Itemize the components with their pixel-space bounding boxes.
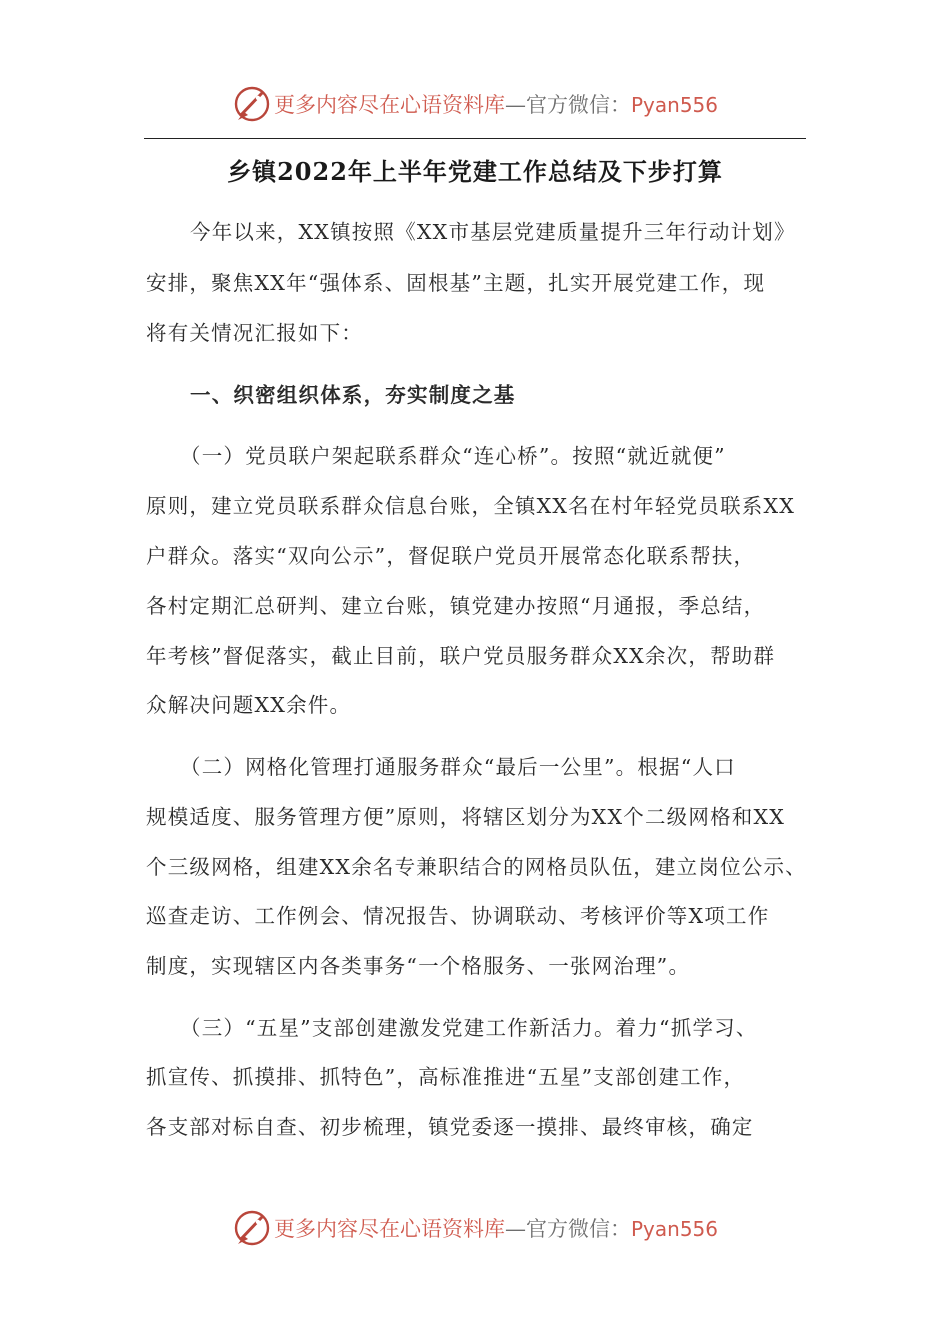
pen-logo-icon xyxy=(232,1208,272,1248)
banner-brand: 更多内容尽在心语资料库 xyxy=(273,1217,505,1241)
footer-banner xyxy=(0,1206,950,1250)
body-line: 规模适度、服务管理方便”原则，将辖区划分为XX个二级网格和XX xyxy=(146,805,786,829)
body-line: 众解决问题XX余件。 xyxy=(146,693,352,717)
body-line: 年考核”督促落实，截止目前，联户党员服务群众XX余次，帮助群 xyxy=(146,644,776,668)
body-line: 今年以来，XX镇按照《XX市基层党建质量提升三年行动计划》 xyxy=(190,220,796,244)
body-line: 安排，聚焦XX年“强体系、固根基”主题，扎实开展党建工作，现 xyxy=(146,271,766,295)
body-line: （二）网格化管理打通服务群众“最后一公里”。根据“人口 xyxy=(180,755,736,779)
banner-text xyxy=(274,89,718,119)
body-line: 将有关情况汇报如下： xyxy=(146,321,363,345)
body-line: （一）党员联户架起联系群众“连心桥”。按照“就近就便” xyxy=(180,444,726,468)
body-line: 原则，建立党员联系群众信息台账，全镇XX名在村年轻党员联系XX xyxy=(146,494,796,518)
body-line: 制度，实现辖区内各类事务“一个格服务、一张网治理”。 xyxy=(146,954,691,978)
document-title: 乡镇2022年上半年党建工作总结及下步打算 xyxy=(227,157,723,186)
pen-logo-icon xyxy=(232,84,272,124)
header-banner xyxy=(0,82,950,126)
body-line: 各支部对标自查、初步梳理，镇党委逐一摸排、最终审核，确定 xyxy=(146,1115,754,1139)
banner-wechat-id: Pyan556 xyxy=(630,93,718,117)
banner-dash: — xyxy=(504,1217,526,1241)
body-line: （三）“五星”支部创建激发党建工作新活力。着力“抓学习、 xyxy=(180,1016,758,1040)
banner-dash: — xyxy=(504,93,526,117)
body-line: 个三级网格，组建XX余名专兼职结合的网格员队伍，建立岗位公示、 xyxy=(146,855,807,879)
body-line: 巡查走访、工作例会、情况报告、协调联动、考核评价等X项工作 xyxy=(146,904,770,928)
section-heading: 一、织密组织体系，夯实制度之基 xyxy=(190,383,516,407)
body-line: 户群众。落实“双向公示”，督促联户党员开展常态化联系帮扶， xyxy=(146,544,756,568)
banner-wechat-id: Pyan556 xyxy=(630,1217,718,1241)
banner-text xyxy=(274,1213,718,1243)
banner-wechat-label: 官方微信： xyxy=(525,1217,631,1241)
banner-brand: 更多内容尽在心语资料库 xyxy=(273,93,505,117)
body-line: 各村定期汇总研判、建立台账，镇党建办按照“月通报，季总结， xyxy=(146,594,766,618)
header-divider xyxy=(144,138,806,139)
banner-wechat-label: 官方微信： xyxy=(525,93,631,117)
body-line: 抓宣传、抓摸排、抓特色”，高标准推进“五星”支部创建工作， xyxy=(146,1065,746,1089)
